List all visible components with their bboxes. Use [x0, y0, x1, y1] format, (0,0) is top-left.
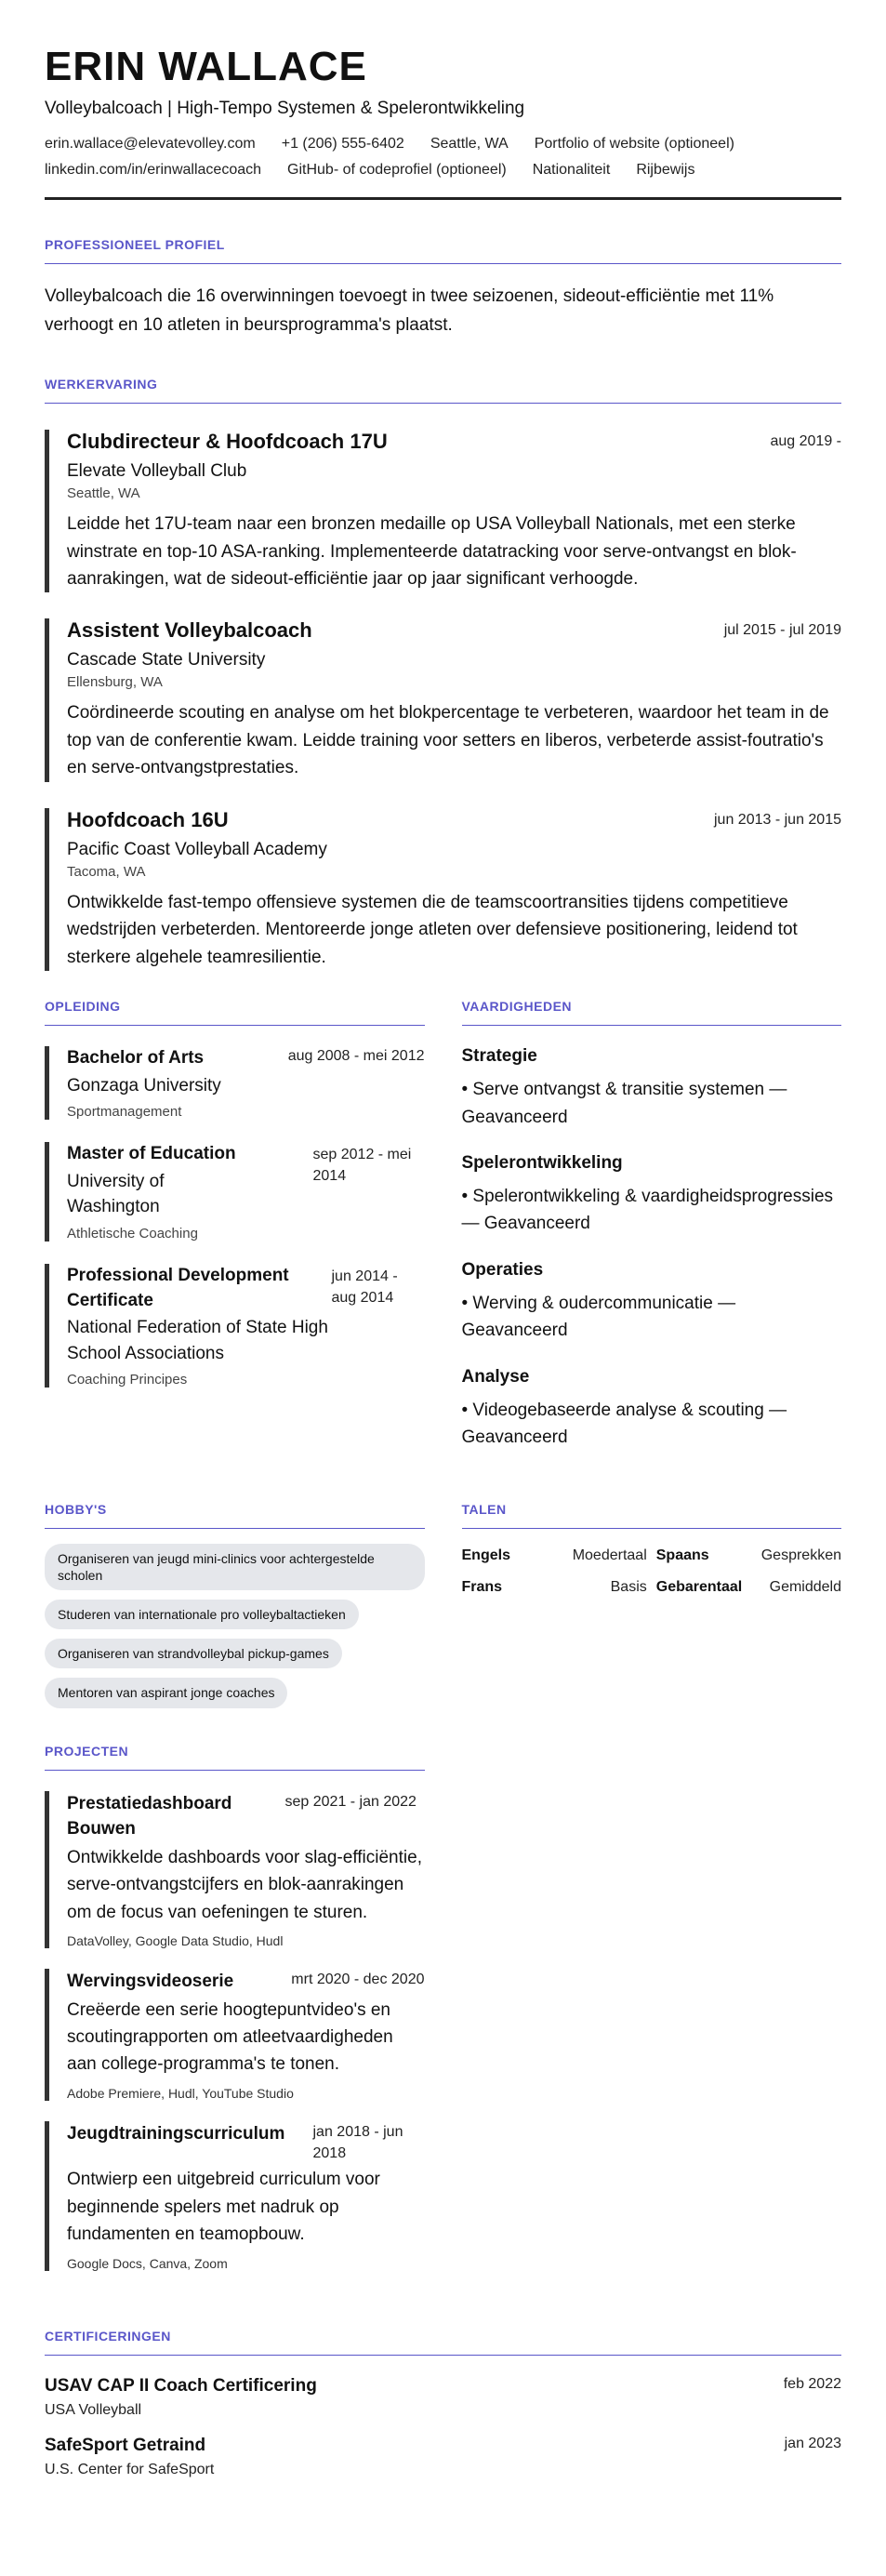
language-level: Gesprekken: [760, 1547, 841, 1563]
experience-entry: [45, 808, 841, 971]
job-location: Seattle, WA: [67, 485, 140, 502]
degree-school-wrap: [67, 1142, 236, 1220]
skill-category: Analyse: [461, 1366, 530, 1387]
company-name: Elevate Volleyball Club: [67, 461, 247, 482]
certification-name: USAV CAP II Coach Certificering: [45, 2375, 317, 2396]
job-title: Hoofdcoach 16U: [67, 807, 229, 831]
certification-name: SafeSport Getraind: [45, 2435, 206, 2455]
education-dates: aug 2008 - mei 2012: [287, 1048, 425, 1065]
education-section: [45, 999, 425, 1474]
project-description: Ontwikkelde dashboards voor slag-efficiëntie, serve-ontvangstcijfers en blok-aanrakingen om de focus van oefeningen te sturen.: [67, 1847, 422, 1922]
field-of-study: Sportmanagement: [67, 1104, 182, 1121]
skill-group: [462, 1260, 842, 1345]
skills-section: [462, 999, 842, 1474]
job-dates: jul 2015 - jul 2019: [723, 622, 841, 639]
section-title: CERTIFICERINGEN: [45, 2329, 841, 2356]
job-title: Clubdirecteur & Hoofdcoach 17U: [67, 430, 388, 454]
project-entry: [45, 2121, 425, 2271]
project-tools: Google Docs, Canva, Zoom: [67, 2255, 228, 2271]
school-name: Gonzaga University: [67, 1075, 221, 1095]
contact-location: Seattle, WA: [430, 136, 509, 153]
experience-entry: [45, 430, 841, 592]
project-dates: sep 2021 - jan 2022: [284, 1793, 417, 1810]
languages-section: [462, 1502, 842, 2291]
education-entry: [45, 1264, 425, 1388]
skill-group: [462, 1367, 842, 1452]
contact-nationality: Nationaliteit: [532, 162, 611, 179]
language-entry: [462, 1547, 647, 1564]
skill-category: Spelerontwikkeling: [461, 1152, 623, 1173]
section-title: VAARDIGHEDEN: [462, 999, 842, 1026]
language-entry: [656, 1579, 841, 1596]
project-tools: DataVolley, Google Data Studio, Hudl: [67, 1932, 284, 1948]
skill-item: • Videogebaseerde analyse & scouting — Geavanceerd: [461, 1400, 787, 1448]
hobby-tag: Organiseren van jeugd mini-clinics voor achtergestelde scholen: [45, 1544, 425, 1590]
contact-github: GitHub- of codeprofiel (optioneel): [287, 162, 507, 179]
contact-email: erin.wallace@elevatevolley.com: [45, 136, 256, 153]
contact-license: Rijbewijs: [636, 162, 695, 179]
certification-date: feb 2022: [783, 2375, 841, 2392]
skill-group: [462, 1046, 842, 1131]
skill-category: Operaties: [461, 1259, 544, 1280]
job-location: Tacoma, WA: [67, 863, 146, 880]
school-name: National Federation of State High School Associations: [67, 1318, 328, 1363]
hobby-tag: Studeren van internationale pro volleybaltactieken: [45, 1600, 359, 1629]
language-entry: [462, 1579, 647, 1596]
education-entry: [45, 1046, 425, 1120]
job-location: Ellensburg, WA: [67, 674, 163, 691]
section-title: PROFESSIONEEL PROFIEL: [45, 237, 841, 264]
education-entry: [45, 1142, 425, 1242]
section-title: HOBBY'S: [45, 1502, 425, 1529]
certification-org: USA Volleyball: [45, 2401, 142, 2418]
certifications-section: [45, 2329, 841, 2478]
project-name: Wervingsvideoserie: [67, 1971, 234, 1991]
projects-section: [45, 1744, 425, 2271]
project-name: Jeugdtrainingscurriculum: [67, 2123, 285, 2144]
certification-entry: [45, 2436, 841, 2478]
left-column: [45, 1502, 425, 2291]
project-description: Creëerde een serie hoogtepuntvideo's en scoutingrapporten om atleetvaardigheden aan college-programma's te tonen.: [67, 1999, 393, 2075]
language-name: Spaans: [655, 1547, 709, 1563]
job-description: Coördineerde scouting en analyse om het blokpercentage te verbeteren, waardoor het team in de top van de conferentie kwam. Leidde training voor setters en liberos, verbeterde assist-foutratio's en serve-ontvangstprestaties.: [67, 703, 829, 778]
profile-section: [45, 237, 841, 339]
education-dates: sep 2012 - mei 2014: [312, 1147, 412, 1185]
company-name: Pacific Coast Volleyball Academy: [67, 839, 327, 859]
section-title: OPLEIDING: [45, 999, 425, 1026]
skill-group: [462, 1153, 842, 1238]
education-skills-row: [45, 999, 841, 1474]
experience-section: [45, 377, 841, 971]
degree: Bachelor of Arts: [67, 1048, 205, 1069]
hobby-tag: Mentoren van aspirant jonge coaches: [45, 1678, 287, 1707]
project-entry: [45, 1969, 425, 2101]
contact-info: [45, 136, 841, 179]
education-dates: jun 2014 - aug 2014: [331, 1268, 398, 1307]
header-divider: [45, 197, 841, 200]
project-dates: jan 2018 - jun 2018: [312, 2123, 403, 2161]
field-of-study: Athletische Coaching: [67, 1225, 198, 1242]
language-name: Engels: [461, 1547, 510, 1563]
skill-item: • Serve ontvangst & transitie systemen — Geavanceerd: [461, 1080, 787, 1127]
headline: Volleybalcoach | High-Tempo Systemen & Spelerontwikkeling: [45, 99, 525, 119]
resume-header: [45, 45, 841, 200]
job-description: Ontwikkelde fast-tempo offensieve systemen die de teamscoortransities tijdens competitieve wedstrijden verbeterden. Mentoreerde jonge atleten over defensieve positionering, leidend tot sterkere algehele teamresilientie.: [67, 892, 798, 967]
hobbies-languages-row: [45, 1502, 841, 2291]
section-title: PROJECTEN: [45, 1744, 425, 1771]
field-of-study: Coaching Principes: [67, 1372, 188, 1388]
skill-item: • Spelerontwikkeling & vaardigheidsprogressies — Geavanceerd: [461, 1186, 834, 1234]
degree: Professional Development Certificate: [67, 1265, 289, 1310]
section-title: TALEN: [462, 1502, 842, 1529]
hobby-tag: Organiseren van strandvolleybal pickup-games: [45, 1639, 342, 1668]
section-title: WERKERVARING: [45, 377, 841, 404]
job-title: Assistent Volleybalcoach: [67, 618, 312, 643]
certification-entry: [45, 2376, 841, 2419]
project-name: Prestatiedashboard Bouwen: [67, 1793, 232, 1839]
skill-category: Strategie: [461, 1046, 537, 1067]
language-name: Gebarentaal: [655, 1578, 743, 1595]
school-name: University of Washington: [67, 1171, 165, 1217]
hobbies-section: [45, 1502, 425, 1708]
job-dates: aug 2019 -: [770, 433, 841, 450]
job-description: Leidde het 17U-team naar een bronzen medaille op USA Volleyball Nationals, met een sterke winstrate en top-10 ASA-ranking. Implementeerde datatracking voor serve-ontvangst en blok-aanrakingen, wat de sideout-efficiëntie jaar op jaar significant verhoogde.: [67, 514, 797, 590]
language-entry: [656, 1547, 841, 1564]
experience-entry: [45, 618, 841, 781]
certification-org: U.S. Center for SafeSport: [45, 2461, 215, 2477]
language-level: Gemiddeld: [769, 1578, 841, 1595]
contact-linkedin: linkedin.com/in/erinwallacecoach: [45, 162, 262, 179]
company-name: Cascade State University: [67, 650, 266, 671]
project-dates: mrt 2020 - dec 2020: [291, 1971, 425, 1987]
language-name: Frans: [461, 1578, 503, 1595]
profile-summary: Volleybalcoach die 16 overwinningen toevoegt in twee seizoenen, sideout-efficiëntie met 11% verhoogt en 10 atleten in beursprogramma's plaatst.: [45, 286, 774, 335]
skill-item: • Werving & oudercommunicatie — Geavanceerd: [461, 1293, 736, 1341]
certification-date: jan 2023: [784, 2435, 841, 2451]
job-dates: jun 2013 - jun 2015: [714, 811, 841, 828]
language-level: Basis: [610, 1578, 647, 1595]
contact-phone: +1 (206) 555-6402: [281, 136, 404, 153]
language-level: Moedertaal: [572, 1547, 647, 1563]
candidate-name: ERIN WALLACE: [45, 44, 367, 89]
project-tools: Adobe Premiere, Hudl, YouTube Studio: [67, 2085, 294, 2101]
project-description: Ontwierp een uitgebreid curriculum voor beginnende spelers met nadruk op fundamenten en teamopbouw.: [67, 2170, 380, 2245]
project-entry: [45, 1791, 425, 1948]
degree: Master of Education: [67, 1144, 236, 1164]
contact-portfolio: Portfolio of website (optioneel): [534, 136, 734, 153]
